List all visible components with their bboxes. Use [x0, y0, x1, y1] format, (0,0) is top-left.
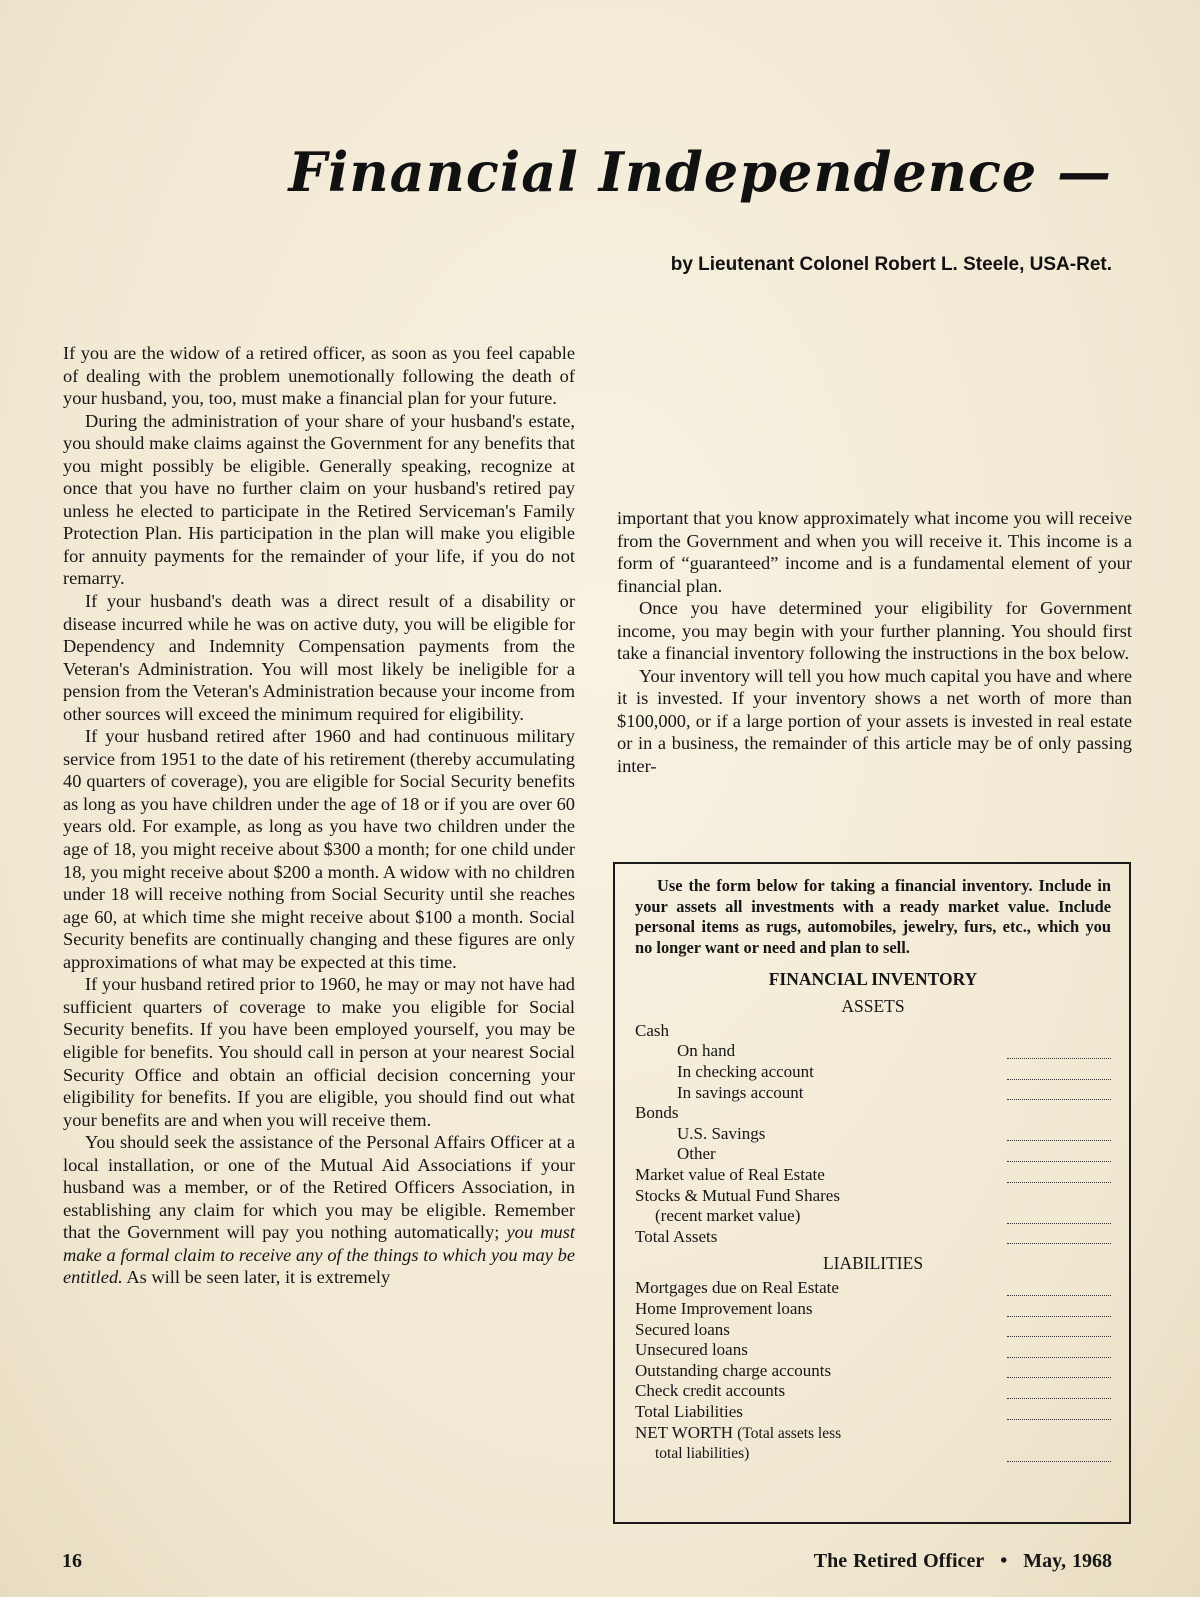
article-title: Financial Independence —	[288, 140, 1112, 204]
inventory-row	[635, 1124, 1111, 1145]
inventory-row	[635, 1021, 1111, 1042]
row-label: Cash	[635, 1020, 669, 1040]
inventory-row	[635, 1206, 1111, 1227]
inventory-row	[635, 1402, 1111, 1423]
paragraph: If your husband retired after 1960 and had continuous military service from 1951 to the date of his retirement (thereby accumulating 40 quarters of coverage), you are eligible for Social Security benefits as long as you have children under the age of 18 or if you are over 60 years old. For example, as long as you have two children under the age of 18, you might receive about $300 a month; for one child under 18, you might receive about $200 a month. A widow with no children under 18 will receive nothing from Social Security until she reaches age 60, at which time she might receive about $100 a month. Social Security benefits are continually changing and these figures are only approximations of what may be expected at this time.	[63, 726, 575, 972]
entry-line	[1007, 1065, 1111, 1080]
entry-line	[1007, 1447, 1111, 1462]
entry-line	[1007, 1322, 1111, 1337]
paragraph: Once you have determined your eligibility for Government income, you may begin with your further planning. You should first take a financial inventory following the instructions in the box below.	[617, 598, 1132, 664]
page-number: 16	[62, 1550, 82, 1572]
row-label	[635, 1423, 1111, 1445]
right-column	[617, 507, 1132, 778]
inventory-row	[635, 1361, 1111, 1382]
row-label: Bonds	[635, 1103, 679, 1123]
inventory-row	[635, 1299, 1111, 1320]
entry-line	[1007, 1044, 1111, 1059]
inventory-row	[635, 1041, 1111, 1062]
row-label: Total Liabilities	[635, 1401, 743, 1421]
row-label: Outstanding charge accounts	[635, 1360, 832, 1380]
row-label: Home Improvement loans	[635, 1298, 813, 1318]
inventory-row	[635, 1144, 1111, 1165]
publication-footer	[814, 1550, 1112, 1573]
entry-line	[1007, 1168, 1111, 1183]
issue-date: May, 1968	[1023, 1550, 1112, 1572]
entry-line	[1007, 1405, 1111, 1420]
inventory-row	[635, 1103, 1111, 1124]
paragraph: If your husband retired prior to 1960, he may or may not have had sufficient quarters of coverage to make you eligible for Social Security benefits. If you have been employed yourself, you may be eligible for benefits. You should call in person at your nearest Social Security Office and obtain an official decision concerning your eligibility for benefits. If you are eligible, you should find out what your benefits are and when you will receive them.	[63, 974, 575, 1130]
row-label: Unsecured loans	[635, 1340, 748, 1360]
row-label: In savings account	[677, 1082, 804, 1102]
inventory-row	[635, 1444, 1111, 1465]
row-label: Stocks & Mutual Fund Shares	[635, 1185, 840, 1205]
row-label: On hand	[677, 1041, 736, 1061]
entry-line	[1007, 1281, 1111, 1296]
row-label: Mortgages due on Real Estate	[635, 1278, 839, 1298]
byline: by Lieutenant Colonel Robert L. Steele, USA-Ret.	[670, 254, 1112, 275]
inventory-row	[635, 1381, 1111, 1402]
net-worth-label: NET WORTH	[635, 1422, 733, 1442]
inventory-row	[635, 1083, 1111, 1104]
inventory-row	[635, 1320, 1111, 1341]
entry-line	[1007, 1302, 1111, 1317]
inventory-row	[635, 1186, 1111, 1207]
entry-line	[1007, 1229, 1111, 1244]
inventory-row	[635, 1062, 1111, 1083]
entry-line	[1007, 1126, 1111, 1141]
inventory-row	[635, 1227, 1111, 1248]
inventory-instructions: Use the form below for taking a financial inventory. Include in your assets all investments with a ready market value. Include personal items as rugs, automobiles, jewelry, furs, etc., which you no longer want or need and plan to sell.	[635, 876, 1111, 958]
bullet-separator: •	[1000, 1550, 1008, 1572]
paragraph: important that you know approximately what income you will receive from the Government and when you will receive it. This income is a form of “guaranteed” income and is a fundamental element of your financial plan.	[617, 508, 1132, 596]
row-label: In checking account	[677, 1062, 814, 1081]
row-label: Check credit accounts	[635, 1381, 786, 1401]
entry-line	[1007, 1209, 1111, 1224]
inventory-title: FINANCIAL INVENTORY	[768, 968, 978, 989]
row-label: U.S. Savings	[677, 1123, 766, 1143]
paragraph: During the administration of your share of your husband's estate, you should make claims against the Government for any benefits that you might possibly be eligible. Generally speaking, recognize at once that you have no further claim on your husband's retired pay unless he elected to participate in the Retired Serviceman's Family Protection Plan. His participation in the plan will make you eligible for annuity payments for the remainder of your life, if you do not remarry.	[63, 410, 575, 589]
entry-line	[1007, 1085, 1111, 1100]
inventory-row	[635, 1340, 1111, 1361]
entry-line	[1007, 1343, 1111, 1358]
row-label: Other	[677, 1144, 716, 1164]
inventory-row	[635, 1165, 1111, 1186]
paragraph-text: You should seek the assistance of the Personal Affairs Officer at a local installation, or one of the Mutual Aid Associations if your husband was a member, or of the Retired Officers Association, in establishing any claim for which you may be eligible. Remember that the Government will pay you nothing automatically;	[63, 1132, 575, 1243]
emphasis-text: you must make a formal claim to receive any of the things to which you may be entitled.	[63, 1222, 575, 1288]
paragraph	[63, 1131, 575, 1289]
inventory-row	[635, 1278, 1111, 1299]
row-label: total liabilities)	[655, 1445, 750, 1463]
paragraph: Your inventory will tell you how much capital you have and where it is invested. If your inventory shows a net worth of more than $100,000, or if a large portion of your assets is invested in real estate or in a business, the remainder of this article may be of only passing inter-	[617, 665, 1132, 777]
row-label: (recent market value)	[655, 1206, 801, 1226]
paragraph: If you are the widow of a retired officer, as soon as you feel capable of dealing with the problem unemotionally following the death of your husband, you, too, must make a financial plan for your future.	[63, 343, 575, 409]
row-label: Secured loans	[635, 1319, 730, 1339]
publication-name: The Retired Officer	[813, 1550, 985, 1572]
entry-line	[1007, 1384, 1111, 1399]
row-label: Total Assets	[635, 1226, 718, 1246]
liabilities-heading: LIABILITIES	[822, 1253, 924, 1274]
entry-line	[1007, 1147, 1111, 1162]
net-worth-note: (Total assets less	[737, 1424, 842, 1442]
row-label: Market value of Real Estate	[635, 1164, 825, 1184]
inventory-row	[635, 1423, 1111, 1445]
paragraph-text: As will be seen later, it is extremely	[122, 1267, 391, 1288]
left-column	[63, 342, 575, 1289]
assets-heading: ASSETS	[841, 995, 905, 1016]
paragraph: If your husband's death was a direct result of a disability or disease incurred while he was on active duty, you will be eligible for Dependency and Indemnity Compensation payments from the Veteran's Administration. You will most likely be ineligible for a pension from the Veteran's Administration because your income from other sources will exceed the minimum required for eligibility.	[63, 591, 575, 724]
financial-inventory-box	[613, 862, 1131, 1524]
entry-line	[1007, 1363, 1111, 1378]
